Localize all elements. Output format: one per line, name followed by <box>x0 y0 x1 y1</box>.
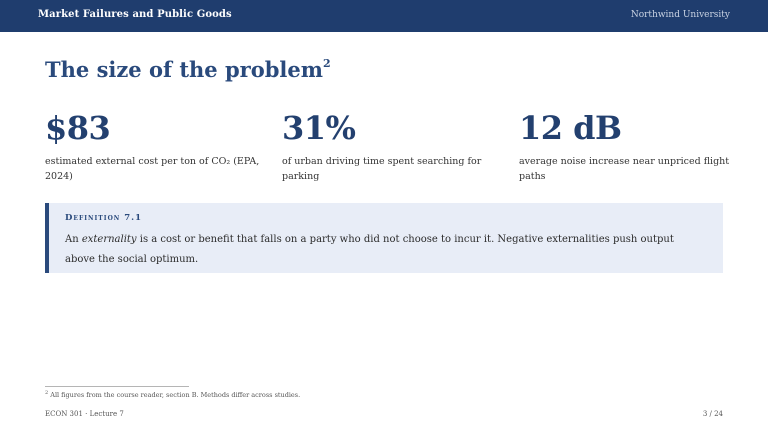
stat-description: average noise increase near unpriced flight paths <box>519 156 730 182</box>
stat-value: 31% <box>282 109 356 147</box>
stat-value: 12 dB <box>519 109 622 147</box>
footnote-text: All figures from the course reader, section B. Methods differ across studies. <box>50 391 301 400</box>
definition-text-before: An <box>65 234 82 245</box>
page-indicator: 3 / 24 <box>702 410 723 418</box>
stat-value: $83 <box>45 109 111 147</box>
definition-text <box>65 230 705 270</box>
institution-name: Northwind University <box>630 10 730 20</box>
footnote-mark: 2 <box>45 390 49 396</box>
stat-parking-search <box>282 108 497 184</box>
stat-description: of urban driving time spent searching for parking <box>282 156 482 182</box>
stat-description: estimated external cost per ton of CO₂ (EPA, 2024) <box>45 156 260 182</box>
slide-title-text: The size of the problem <box>45 57 323 82</box>
definition-text-after: is a cost or benefit that falls on a party who did not choose to incur it. Negative externalities push output above the social optimum. <box>65 234 674 265</box>
footnote-divider <box>45 386 189 387</box>
definition-box <box>45 203 723 273</box>
stat-co2-cost <box>45 108 260 184</box>
definition-term: externality <box>81 234 137 245</box>
footer-course-lecture: ECON 301 · Lecture 7 <box>45 410 124 418</box>
slide-title <box>45 57 331 82</box>
definition-label: Definition 7.1 <box>65 213 143 223</box>
footnote <box>45 390 300 399</box>
course-title: Market Failures and Public Goods <box>38 9 232 20</box>
footnote-reference: 2 <box>322 57 331 70</box>
top-header-bar <box>0 0 768 32</box>
stat-noise-increase <box>519 108 734 184</box>
